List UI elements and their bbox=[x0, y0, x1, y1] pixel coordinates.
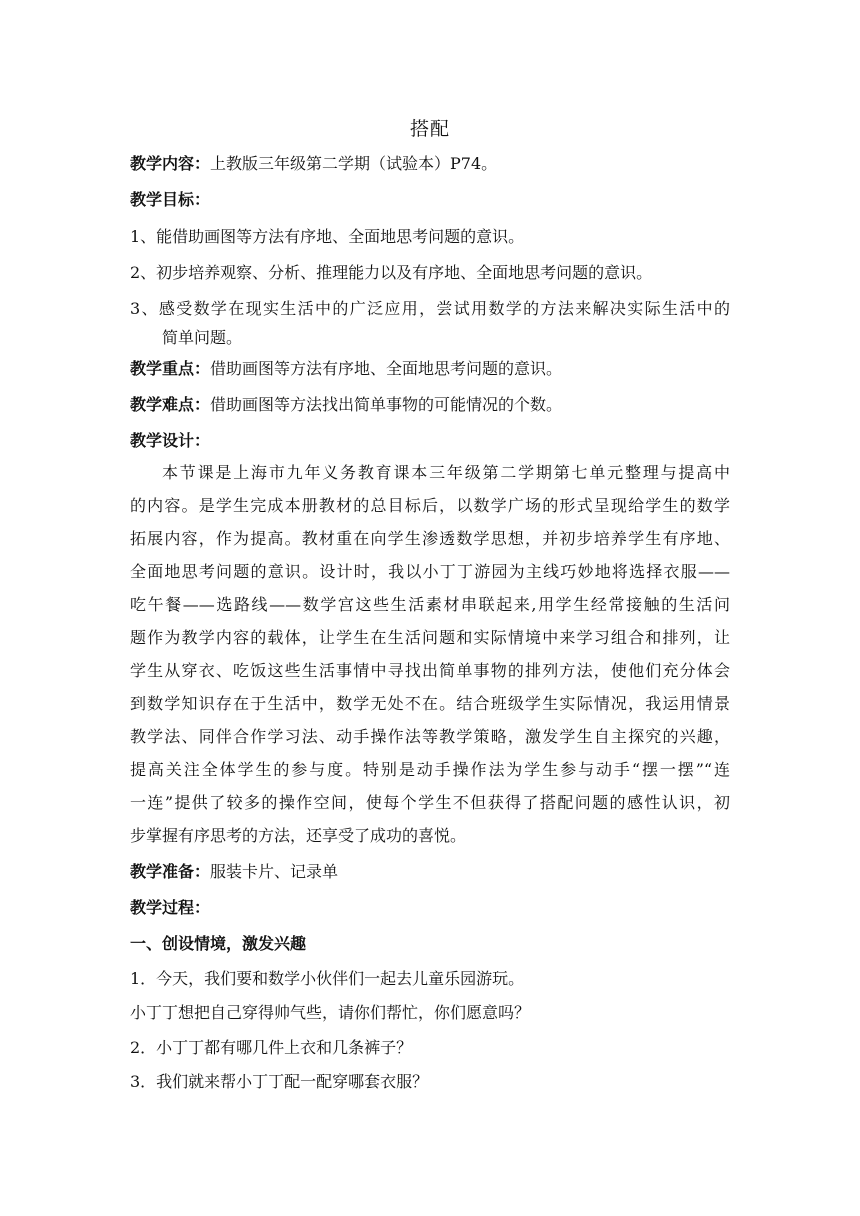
design-paragraph-line: 题作为教学内容的载体，让学生在生活问题和实际情境中来学习组合和排列，让 bbox=[130, 628, 730, 647]
goal-item: 3、感受数学在现实生活中的广泛应用，尝试用数学的方法来解决实际生活中的 bbox=[130, 299, 730, 318]
goal-item-continued: 简单问题。 bbox=[162, 328, 243, 347]
process-step: 小丁丁想把自己穿得帅气些，请你们帮忙，你们愿意吗？ bbox=[130, 1003, 531, 1022]
design-paragraph-line: 全面地思考问题的意识。设计时，我以小丁丁游园为主线巧妙地将选择衣服—— bbox=[130, 562, 730, 581]
content-label: 教学内容： bbox=[130, 154, 211, 173]
design-paragraph-line: 的内容。是学生完成本册教材的总目标后，以数学广场的形式呈现给学生的数学 bbox=[130, 496, 730, 515]
design-paragraph-line: 本节课是上海市九年义务教育课本三年级第二学期第七单元整理与提高中 bbox=[162, 463, 730, 482]
section-heading: 一、创设情境，激发兴趣 bbox=[130, 934, 307, 953]
difficulty-value: 借助画图等方法找出简单事物的可能情况的个数。 bbox=[210, 395, 563, 414]
design-paragraph-line: 吃午餐——选路线——数学宫这些生活素材串联起来,用学生经常接触的生活问 bbox=[130, 595, 730, 614]
content-value: 上教版三年级第二学期（试验本）P74。 bbox=[210, 154, 498, 173]
prep-label: 教学准备： bbox=[130, 862, 211, 881]
process-heading: 教学过程： bbox=[130, 898, 211, 917]
design-heading: 教学设计： bbox=[130, 431, 211, 450]
prep-value: 服装卡片、记录单 bbox=[210, 862, 339, 881]
difficulty-label: 教学难点： bbox=[130, 395, 211, 414]
design-paragraph-line: 提高关注全体学生的参与度。特别是动手操作法为学生参与动手“摆一摆”“连 bbox=[130, 760, 730, 779]
key-point-line bbox=[130, 357, 730, 381]
key-point-label: 教学重点： bbox=[130, 359, 211, 378]
process-step: 1．今天，我们要和数学小伙伴们一起去儿童乐园游玩。 bbox=[130, 969, 525, 988]
design-paragraph-line: 学生从穿衣、吃饭这些生活事情中寻找出简单事物的排列方法，使他们充分体会 bbox=[130, 661, 730, 680]
design-paragraph-line: 教学法、同伴合作学习法、动手操作法等教学策略，激发学生自主探究的兴趣， bbox=[130, 727, 730, 746]
design-paragraph-line: 拓展内容，作为提高。教材重在向学生渗透数学思想，并初步培养学生有序地、 bbox=[130, 529, 730, 548]
design-paragraph-line: 到数学知识存在于生活中，数学无处不在。结合班级学生实际情况，我运用情景 bbox=[130, 694, 730, 713]
goal-item: 2、初步培养观察、分析、推理能力以及有序地、全面地思考问题的意识。 bbox=[130, 263, 653, 282]
key-point-value: 借助画图等方法有序地、全面地思考问题的意识。 bbox=[210, 359, 563, 378]
goal-item: 1、能借助画图等方法有序地、全面地思考问题的意识。 bbox=[130, 227, 525, 246]
difficulty-line bbox=[130, 393, 730, 417]
process-step: 2．小丁丁都有哪几件上衣和几条裤子？ bbox=[130, 1038, 413, 1057]
design-paragraph-line: 一连”提供了较多的操作空间，使每个学生不但获得了搭配问题的感性认识，初 bbox=[130, 793, 730, 812]
content-line bbox=[130, 152, 730, 176]
design-paragraph-line: 步掌握有序思考的方法，还享受了成功的喜悦。 bbox=[130, 826, 467, 845]
goals-heading: 教学目标： bbox=[130, 190, 211, 209]
prep-line bbox=[130, 860, 730, 884]
page-title: 搭配 bbox=[409, 118, 450, 140]
process-step: 3．我们就来帮小丁丁配一配穿哪套衣服？ bbox=[130, 1072, 429, 1091]
